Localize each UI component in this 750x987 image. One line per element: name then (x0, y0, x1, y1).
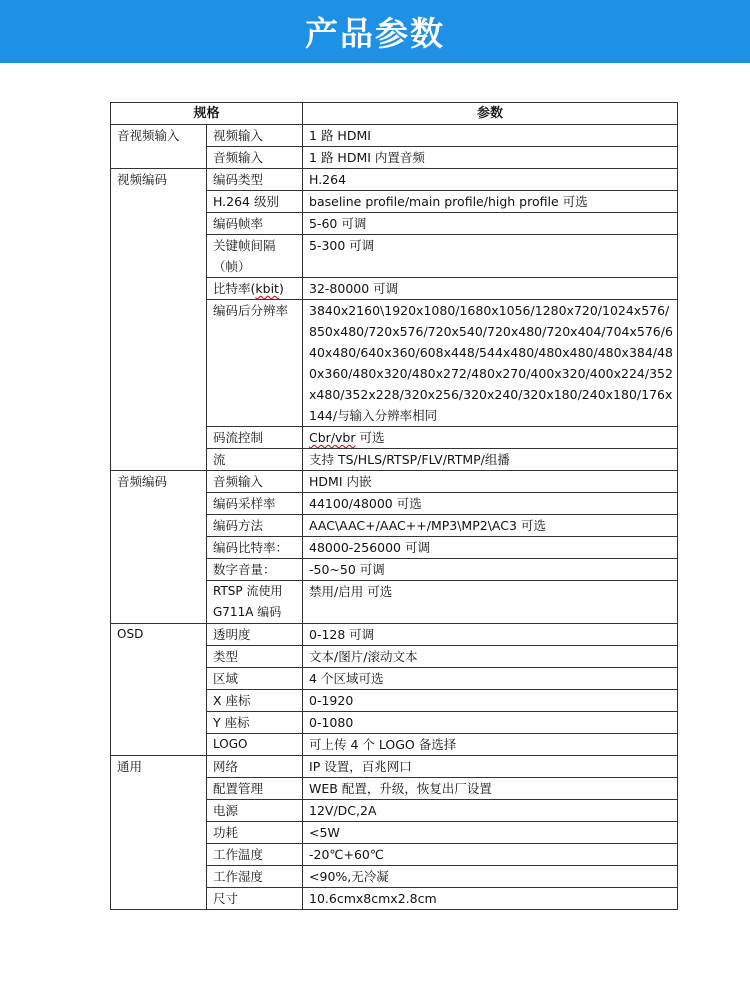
row-value: AAC\AAC+/AAC++/MP3\MP2\AC3 可选 (303, 515, 678, 537)
row-value: 0-1080 (303, 712, 678, 734)
row-name: 功耗 (207, 822, 303, 844)
row-value: baseline profile/main profile/high profile 可选 (303, 191, 678, 213)
header-banner (0, 0, 750, 63)
row-name (207, 278, 303, 300)
row-value: H.264 (303, 169, 678, 191)
row-value: 4 个区域可选 (303, 668, 678, 690)
row-value: 1 路 HDMI 内置音频 (303, 147, 678, 169)
row-value: 5-300 可调 (303, 235, 678, 278)
row-name: 编码采样率 (207, 493, 303, 515)
row-name: 编码类型 (207, 169, 303, 191)
group-label-audio-encoding: 音频编码 (111, 471, 207, 624)
row-value: 可上传 4 个 LOGO 备选择 (303, 734, 678, 756)
row-value: IP 设置，百兆网口 (303, 756, 678, 778)
row-name: 类型 (207, 646, 303, 668)
row-name: 音频输入 (207, 147, 303, 169)
spec-table (110, 102, 678, 910)
row-name: 关键帧间隔（帧） (207, 235, 303, 278)
row-value: 0-128 可调 (303, 624, 678, 646)
table-header-row (111, 103, 678, 125)
table-row (111, 471, 678, 493)
table-row (111, 125, 678, 147)
row-value: -50~50 可调 (303, 559, 678, 581)
group-label-osd: OSD (111, 624, 207, 756)
row-name: 数字音量： (207, 559, 303, 581)
row-name: 区域 (207, 668, 303, 690)
row-value: 1 路 HDMI (303, 125, 678, 147)
page-title: 产品参数 (305, 14, 445, 53)
row-name: 电源 (207, 800, 303, 822)
row-value: 文本/图片/滚动文本 (303, 646, 678, 668)
row-value: 支持 TS/HLS/RTSP/FLV/RTMP/组播 (303, 449, 678, 471)
header-spec: 规格 (111, 103, 303, 125)
row-value-marked: Cbr/vbr (309, 430, 356, 445)
row-value: 44100/48000 可选 (303, 493, 678, 515)
row-value: -20℃+60℃ (303, 844, 678, 866)
group-label-general: 通用 (111, 756, 207, 910)
row-value: 12V/DC,2A (303, 800, 678, 822)
row-name: 编码方法 (207, 515, 303, 537)
header-param: 参数 (303, 103, 678, 125)
row-name: 音频输入 (207, 471, 303, 493)
row-name: 工作湿度 (207, 866, 303, 888)
row-name: LOGO (207, 734, 303, 756)
row-name: 透明度 (207, 624, 303, 646)
row-value (303, 427, 678, 449)
row-value: 0-1920 (303, 690, 678, 712)
row-name: 编码比特率： (207, 537, 303, 559)
table-row (111, 624, 678, 646)
row-name: Y 座标 (207, 712, 303, 734)
row-name: 网络 (207, 756, 303, 778)
row-value: <90%,无冷凝 (303, 866, 678, 888)
row-value: WEB 配置，升级，恢复出厂设置 (303, 778, 678, 800)
row-value: 禁用/启用 可选 (303, 581, 678, 624)
table-row (111, 756, 678, 778)
row-name: 配置管理 (207, 778, 303, 800)
row-value: 32-80000 可调 (303, 278, 678, 300)
row-value: 3840x2160\1920x1080/1680x1056/1280x720/1024x576/850x480/720x576/720x540/720x480/720x404/704x576/640x480/640x360/608x448/544x480/480x480/480x384/480x360/480x320/480x272/480x270/400x320/400x224/352x480/352x228/320x256/320x240/320x180/240x180/176x144/与输入分辨率相同 (303, 300, 678, 427)
row-name: 尺寸 (207, 888, 303, 910)
row-value: 10.6cmx8cmx2.8cm (303, 888, 678, 910)
row-name: 码流控制 (207, 427, 303, 449)
row-name-prefix: 比特率( (213, 281, 256, 296)
row-name: 编码帧率 (207, 213, 303, 235)
row-name: 流 (207, 449, 303, 471)
row-value: 5-60 可调 (303, 213, 678, 235)
row-value: 48000-256000 可调 (303, 537, 678, 559)
row-name: X 座标 (207, 690, 303, 712)
group-label-video-encoding: 视频编码 (111, 169, 207, 471)
row-name: 视频输入 (207, 125, 303, 147)
table-row (111, 169, 678, 191)
row-value: HDMI 内嵌 (303, 471, 678, 493)
group-label-av-input: 音视频输入 (111, 125, 207, 169)
row-name-marked: kbit (255, 281, 279, 296)
row-name: H.264 级别 (207, 191, 303, 213)
row-name-suffix: ) (278, 281, 284, 296)
row-name: 编码后分辨率 (207, 300, 303, 427)
row-name: RTSP 流使用 G711A 编码 (207, 581, 303, 624)
row-value: <5W (303, 822, 678, 844)
row-name: 工作温度 (207, 844, 303, 866)
row-value-suffix: 可选 (355, 430, 385, 445)
